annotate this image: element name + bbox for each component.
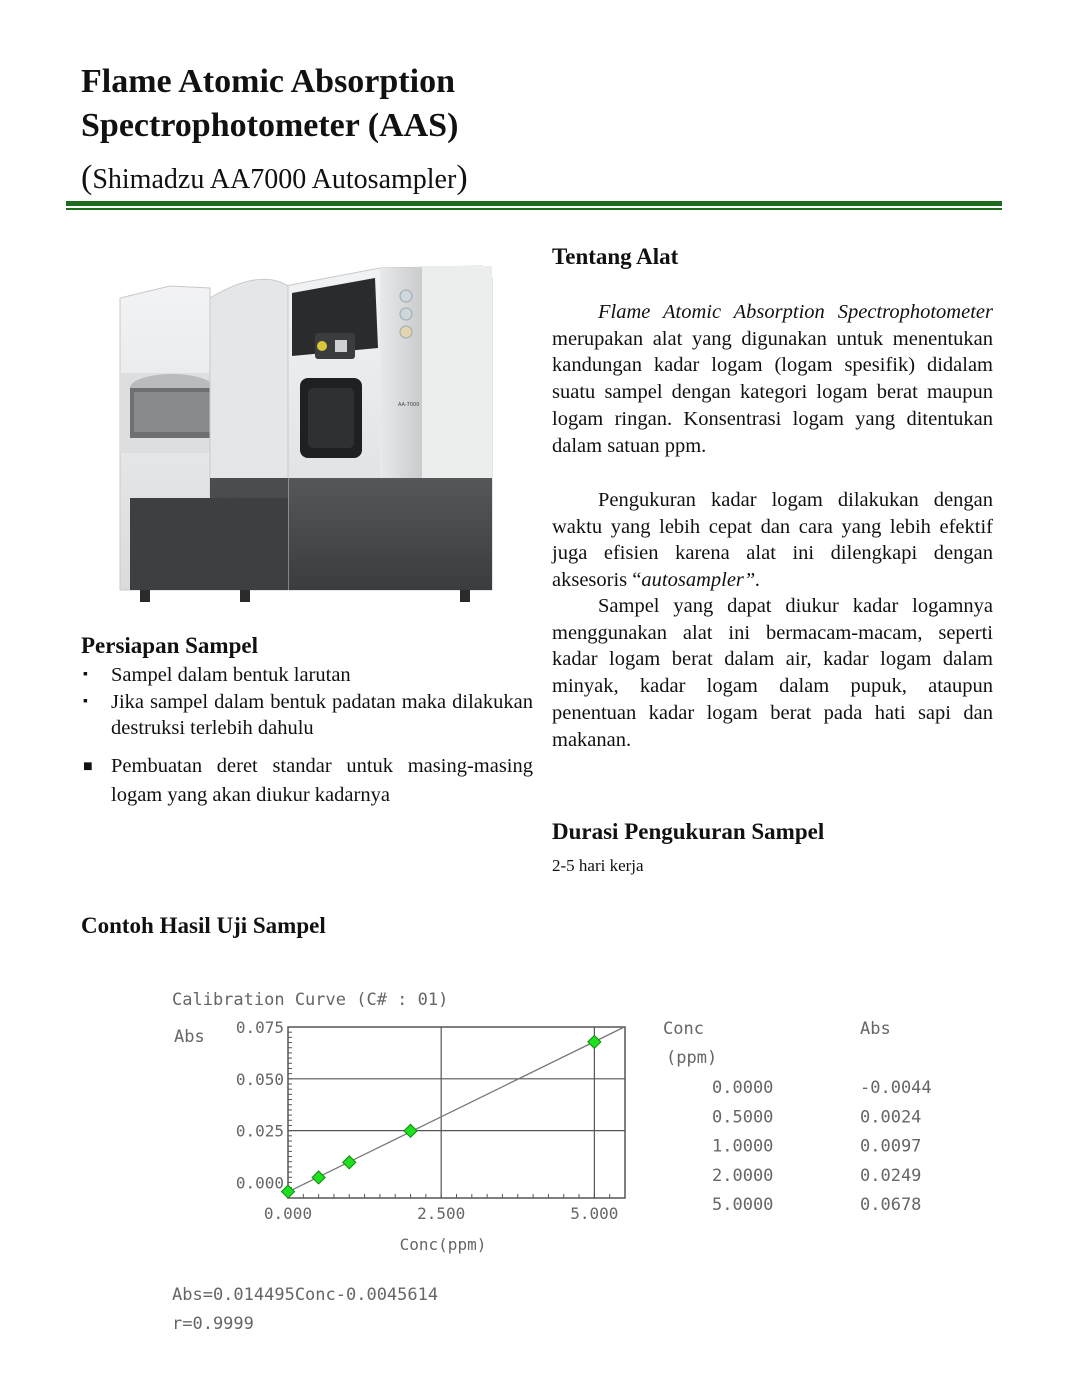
bullet-square-icon: ▪ [83, 693, 88, 709]
bullet-square-icon: ■ [83, 758, 93, 776]
y-tick-label: 0.050 [235, 1069, 284, 1089]
persiapan-list [81, 662, 533, 810]
durasi-value: 2-5 hari kerja [552, 856, 644, 875]
section-heading-durasi: Durasi Pengukuran Sampel [552, 819, 825, 844]
paragraph-tentang-2 [552, 487, 993, 594]
paragraph-3-text: Sampel yang dapat diukur kadar logamnya menggunakan alat ini bermacam-macam, seperti kadar logam berat dalam air, kadar logam dalam minyak, kadar logam dalam pupuk, ataupun penentuan kadar logam berat pada hati sapi dan makanan. [552, 595, 993, 751]
section-heading-contoh: Contoh Hasil Uji Sampel [81, 913, 326, 938]
regression-equation: Abs=0.014495Conc-0.0045614 [172, 1285, 439, 1305]
list-item: ▪ Sampel dalam bentuk larutan [81, 662, 533, 689]
plot-frame [288, 1027, 625, 1198]
x-tick-label: 0.000 [263, 1204, 313, 1223]
title-line-1: Flame Atomic Absorption [81, 63, 455, 100]
table-cell-abs: -0.0044 [860, 1078, 932, 1098]
bullet-square-icon: ▪ [83, 667, 88, 682]
paragraph-1-text: merupakan alat yang digunakan untuk menentukan kandungan kadar logam (logam spesifik) didalam suatu sampel dengan kategori logam berat maupun logam ringan. Konsentrasi logam yang ditentukan dalam satuan ppm. [552, 327, 993, 457]
italic-autosampler: autosampler”. [641, 569, 761, 592]
correlation-coefficient: r=0.9999 [172, 1314, 254, 1334]
title-line-2: Spectrophotometer (AAS) [81, 107, 459, 144]
aas-machine-image [110, 238, 500, 610]
table-cell-abs: 0.0249 [860, 1165, 922, 1186]
y-tick-label: 0.075 [235, 1018, 284, 1037]
table-cell-conc: 0.0000 [712, 1078, 774, 1098]
table-cell-abs: 0.0024 [860, 1107, 922, 1128]
document-title [81, 60, 458, 148]
table-cell-abs: 0.0097 [860, 1136, 922, 1157]
paragraph-tentang-1 [552, 299, 993, 459]
machine-label-left: ASC-7000 [214, 496, 239, 502]
x-tick-label: 5.000 [570, 1204, 619, 1223]
table-cell-conc: 5.0000 [712, 1195, 774, 1216]
paragraph-2-text: Pengukuran kadar logam dilakukan dengan waktu yang lebih cepat dan cara yang lebih efektif juga efisien karena alat ini dilengkapi dengan aksesoris “ [552, 489, 993, 592]
section-heading-persiapan: Persiapan Sampel [81, 633, 258, 658]
machine-label-right: AA-7000 [398, 402, 420, 408]
y-axis-label: Abs [174, 1027, 205, 1047]
table-header-abs: Abs [860, 1019, 891, 1039]
x-axis-label: Conc(ppm) [399, 1235, 487, 1254]
y-tick-label: 0.000 [235, 1173, 284, 1193]
paragraph-tentang-3 [552, 593, 993, 753]
subtitle-text: Shimadzu AA7000 Autosampler [92, 164, 457, 195]
italic-instrument-name: Flame Atomic Absorption Spectrophotometer [598, 301, 993, 323]
list-item: ▪ Jika sampel dalam bentuk padatan maka dilakukan destruksi terlebih dahulu [83, 690, 533, 740]
list-item: ■ Pembuatan deret standar untuk masing-masing logam yang akan diukur kadarnya [81, 752, 533, 810]
x-tick-label: 2.500 [417, 1204, 466, 1223]
document-subtitle: (Shimadzu AA7000 Autosampler) [81, 159, 468, 196]
chart-title: Calibration Curve (C# : 01) [172, 990, 449, 1010]
table-header-conc-unit: (ppm) [666, 1048, 718, 1068]
table-cell-conc: 0.5000 [712, 1107, 774, 1128]
table-cell-conc: 2.0000 [712, 1165, 774, 1186]
table-cell-abs: 0.0678 [860, 1195, 922, 1216]
table-header-conc: Conc [663, 1019, 704, 1039]
y-tick-label: 0.025 [235, 1121, 284, 1141]
section-heading-tentang: Tentang Alat [552, 244, 679, 269]
header-rule [66, 201, 1002, 206]
table-cell-conc: 1.0000 [712, 1136, 774, 1157]
header-rule-thin [66, 208, 1002, 210]
calibration-chart [160, 980, 980, 1350]
